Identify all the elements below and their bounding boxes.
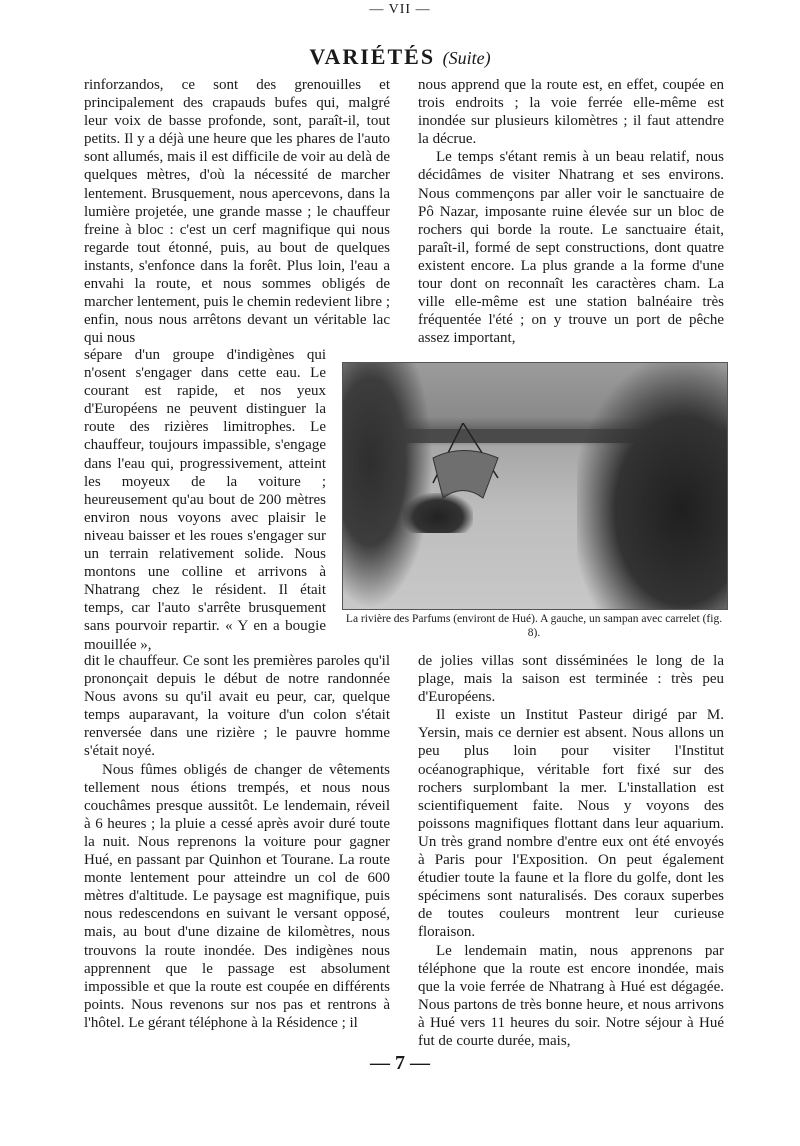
paragraph: rinforzandos, ce sont des grenouilles et principalement des crapauds bufes qui, malgré leur voix de basse profonde, sont, paraît-il, tout petits. Il y a déjà une heure que les phares de l'auto sont allumés, mais il est difficile de voir au delà de quelques mètres, d'où la nécessité de marcher lentement. Brusquement, nous apercevons, dans la lumière projetée, une grande masse ; le chauffeur freine à bloc : c'est un cerf magnifique qui nous regarde tout étonné, puis, au bout de quelques instants, s'enfonce dans la forêt. Plus loin, l'eau a envahi la route, et nous sommes obligés de marcher lentement, puis le chemin redevient libre ; enfin, nous nous arrêtons devant un véritable lac qui nous (84, 77, 390, 347)
column-right-bottom (418, 652, 724, 1050)
page-number: — 7 — (370, 1052, 430, 1074)
fishing-net-icon (413, 423, 513, 503)
section-title-suite: (Suite) (442, 48, 491, 68)
column-right-top (418, 76, 724, 347)
figure-trees-right (577, 363, 727, 609)
paragraph: sépare d'un groupe d'indigènes qui n'osent s'engager dans cette eau. Le courant est rapide, et nos yeux d'Européens ne peuvent distinguer la route des rizières limitrophes. Le chauffeur, toujours impassible, s'engage dans l'eau qui, progressivement, atteint les moyeux de la voiture ; heureusement qu'au bout de 200 mètres environ nous voyons avec plaisir le niveau baisser et les roues s'engager sur un terrain relativement solide. Nous montons une colline et arrivons à Nhatrang chez le résident. Il était temps, car l'auto s'arrête brusquement sans pourvoir repartir. « Y en a bougie mouillée », (84, 347, 326, 653)
column-left-bottom (84, 652, 390, 1032)
page-header-roman: — VII — (369, 2, 431, 17)
section-title-text: VARIÉTÉS (309, 44, 436, 69)
paragraph: dit le chauffeur. Ce sont les premières paroles qu'il prononçait depuis le début de notre randonnée Nous avons su qu'il avait eu peur, car, quelque temps auparavant, la voiture d'un colon s'était renversée dans une rizière ; le pauvre homme s'était noyé. (84, 653, 390, 760)
paragraph: nous apprend que la route est, en effet, coupée en trois endroits ; la voie ferrée elle-même est inondée sur plusieurs kilomètres ; il faut attendre la décrue. (418, 77, 724, 148)
section-title (0, 44, 800, 70)
column-left-narrow (84, 346, 326, 654)
column-left-top (84, 76, 390, 347)
figure-sampan (403, 493, 473, 533)
paragraph: Nous fûmes obligés de changer de vêtements tellement nous étions trempés, et nous nous couchâmes presque aussitôt. Le lendemain, réveil à 6 heures ; la pluie a cessé après avoir duré toute la nuit. Nous reprenons la voiture pour gagner Hué, en passant par Quinhon et Tourane. La route monte lentement pour atteindre un col de 600 mètres d'altitude. Le paysage est magnifique, puis nous redescendons en suivant le versant opposé, mais, au bout d'une dizaine de kilomètres, nous trouvons la route inondée. Des indigènes nous apprennent que le passage est absolument impossible et que la route est coupée en différents points. Nous revenons sur nos pas et rentrons à l'hôtel. Le gérant téléphone à la Résidence ; il (84, 761, 390, 1031)
paragraph: de jolies villas sont disséminées le long de la plage, mais la saison est terminée : très peu d'Européens. (418, 653, 724, 706)
paragraph: Le temps s'étant remis à un beau relatif, nous décidâmes de visiter Nhatrang et ses environs. Nous commençons par aller voir le sanctuaire de Pô Nazar, imposante ruine élevée sur un bloc de rochers qui borde la route. Le sanctuaire était, paraît-il, formé de sept constructions, dont quatre existent encore. La plus grande a la forme d'une tour dont on reconnaît les caractères cham. La ville elle-même est une station balnéaire très fréquentée l'été ; on y trouve un port de pêche assez important, (418, 149, 724, 347)
paragraph: Le lendemain matin, nous apprenons par téléphone que la route est encore inondée, mais que la voie ferrée de Nhatrang à Hué est dégagée. Nous partons de très bonne heure, et nous arrivons à Hué vers 11 heures du soir. Notre séjour à Hué fut de courte durée, mais, (418, 942, 724, 1049)
paragraph: Il existe un Institut Pasteur dirigé par M. Yersin, mais ce dernier est absent. Nous allons un peu plus loin pour visiter l'Institut océanographique, véritable fort fixé sur des rochers surplombant la mer. L'installation est scientifiquement faite. Nous y voyons des poissons magnifiques flottant dans leur aquarium. Un très grand nombre d'entre eux ont été envoyés à Paris pour l'Exposition. On peut également étudier toute la faune et la flore du golfe, dont les spécimens sont naturalisés. Des coraux superbes de toutes couleurs montrent leur curieuse floraison. (418, 707, 724, 941)
figure-caption: La rivière des Parfums (environt de Hué). A gauche, un sampan avec carrelet (fig. 8). (345, 613, 723, 639)
figure-photo-river (342, 362, 728, 610)
